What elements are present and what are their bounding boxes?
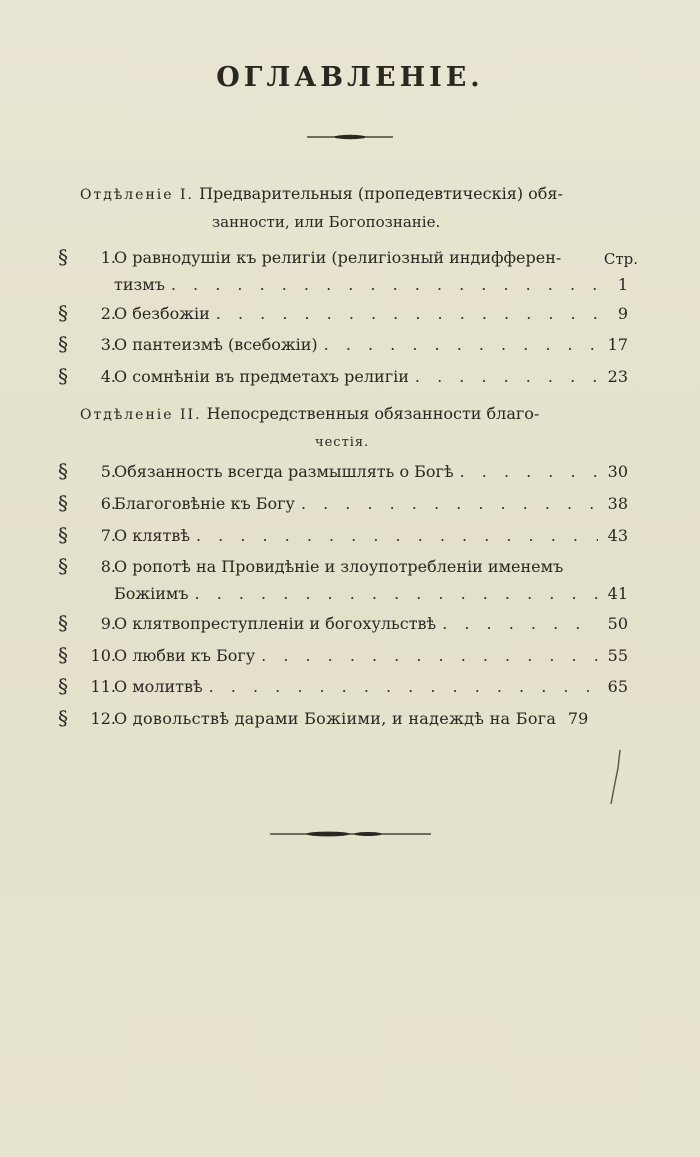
section-title-line1: Предварительныя (пропедевтическія) обя-: [199, 184, 563, 203]
entry-number: 4.: [100, 367, 116, 386]
entry-number: 6.: [100, 494, 116, 513]
entry-page: 9: [617, 304, 628, 323]
entry-page: 17: [607, 335, 628, 354]
section-symbol: §: [58, 332, 68, 356]
leader-dots: [261, 642, 598, 669]
top-ornament: [305, 132, 395, 142]
section-symbol: §: [58, 554, 68, 578]
entry-title: Обязанность всегда размышлять о Богѣ: [114, 462, 454, 481]
section-symbol: §: [58, 301, 68, 325]
toc-entry-2[interactable]: [58, 300, 628, 327]
page-title: ОГЛАВЛЕНІЕ.: [216, 62, 484, 93]
entry-title: О клятвѣ: [114, 526, 190, 545]
entry-title: О пантеизмѣ (всебожіи): [114, 335, 318, 354]
toc-entry-10[interactable]: [58, 642, 628, 669]
section-heading-2: [80, 400, 625, 456]
entry-number: 5.: [100, 462, 116, 481]
section-label: Отдѣленіе II.: [80, 407, 202, 423]
entry-title: Благоговѣніе къ Богу: [114, 494, 295, 513]
leader-dots: [442, 610, 598, 637]
leader-dots: [195, 580, 598, 607]
toc-entry-3[interactable]: [58, 331, 628, 358]
leader-dots: [415, 363, 598, 390]
entry-number: 7.: [100, 526, 116, 545]
section-symbol: §: [58, 643, 68, 667]
bottom-ornament: [268, 828, 433, 840]
toc-entry-9[interactable]: [58, 610, 628, 637]
section-symbol: §: [58, 611, 68, 635]
entry-number: 1.: [100, 248, 116, 267]
entry-title: О довольствѣ дарами Божіими, и надеждѣ на Бога: [114, 709, 557, 728]
toc-entry-1[interactable]: [58, 244, 628, 298]
entry-page: 55: [607, 646, 628, 665]
entry-page: 50: [607, 614, 628, 633]
section-symbol: §: [58, 245, 68, 269]
section-title-line2: честія.: [315, 435, 370, 450]
entry-number: 11.: [90, 677, 116, 696]
entry-title: О молитвѣ: [114, 677, 203, 696]
section-symbol: §: [58, 459, 68, 483]
toc-entry-11[interactable]: [58, 673, 628, 700]
leader-dots: [301, 490, 598, 517]
toc-entry-4[interactable]: [58, 363, 628, 390]
entry-number: 10.: [90, 646, 116, 665]
entry-page: 38: [607, 494, 628, 513]
entry-number: 9.: [100, 614, 116, 633]
section-symbol: §: [58, 523, 68, 547]
entry-page: 30: [607, 462, 628, 481]
entry-title: О клятвопреступленіи и богохульствѣ: [114, 614, 437, 633]
section-heading-1: [80, 180, 625, 236]
entry-title: О безбожіи: [114, 304, 210, 323]
toc-entry-6[interactable]: [58, 490, 628, 517]
section-symbol: §: [58, 706, 68, 730]
pencil-mark: [608, 748, 624, 808]
toc-entry-8[interactable]: [58, 553, 628, 607]
entry-number: 2.: [100, 304, 116, 323]
section-label: Отдѣленіе I.: [80, 187, 194, 203]
leader-dots: [171, 271, 598, 298]
entry-page: 41: [607, 584, 628, 603]
leader-dots: [196, 522, 598, 549]
entry-page: 1: [617, 275, 628, 294]
section-symbol: §: [58, 491, 68, 515]
section-title-line2: занности, или Богопознаніе.: [212, 213, 441, 231]
page-column-label: Стр.: [603, 250, 638, 268]
leader-dots: [216, 300, 598, 327]
entry-title: О сомнѣніи въ предметахъ религіи: [114, 367, 409, 386]
entry-number: 3.: [100, 335, 116, 354]
section-title-line1: Непосредственныя обязанности благо-: [206, 404, 540, 423]
entry-title: О ропотѣ на Провидѣніе и злоупотребленіи именемъ: [114, 557, 564, 576]
entry-number: 8.: [100, 557, 116, 576]
entry-page: 79: [567, 709, 589, 728]
leader-dots: [460, 458, 598, 485]
entry-page: 65: [607, 677, 628, 696]
entry-title-cont: Божіимъ: [114, 584, 189, 603]
entry-number: 12.: [90, 709, 116, 728]
entry-title-cont: тизмъ: [114, 275, 165, 294]
leader-dots: [324, 331, 598, 358]
entry-page: 43: [607, 526, 628, 545]
entry-page: 23: [607, 367, 628, 386]
leader-dots: [209, 673, 598, 700]
toc-entry-5[interactable]: [58, 458, 628, 485]
section-symbol: §: [58, 364, 68, 388]
entry-title: О любви къ Богу: [114, 646, 256, 665]
entry-title: О равнодушіи къ религіи (религіозный индифферен-: [114, 248, 562, 267]
toc-entry-7[interactable]: [58, 522, 628, 549]
section-symbol: §: [58, 674, 68, 698]
toc-entry-12[interactable]: [58, 705, 628, 732]
